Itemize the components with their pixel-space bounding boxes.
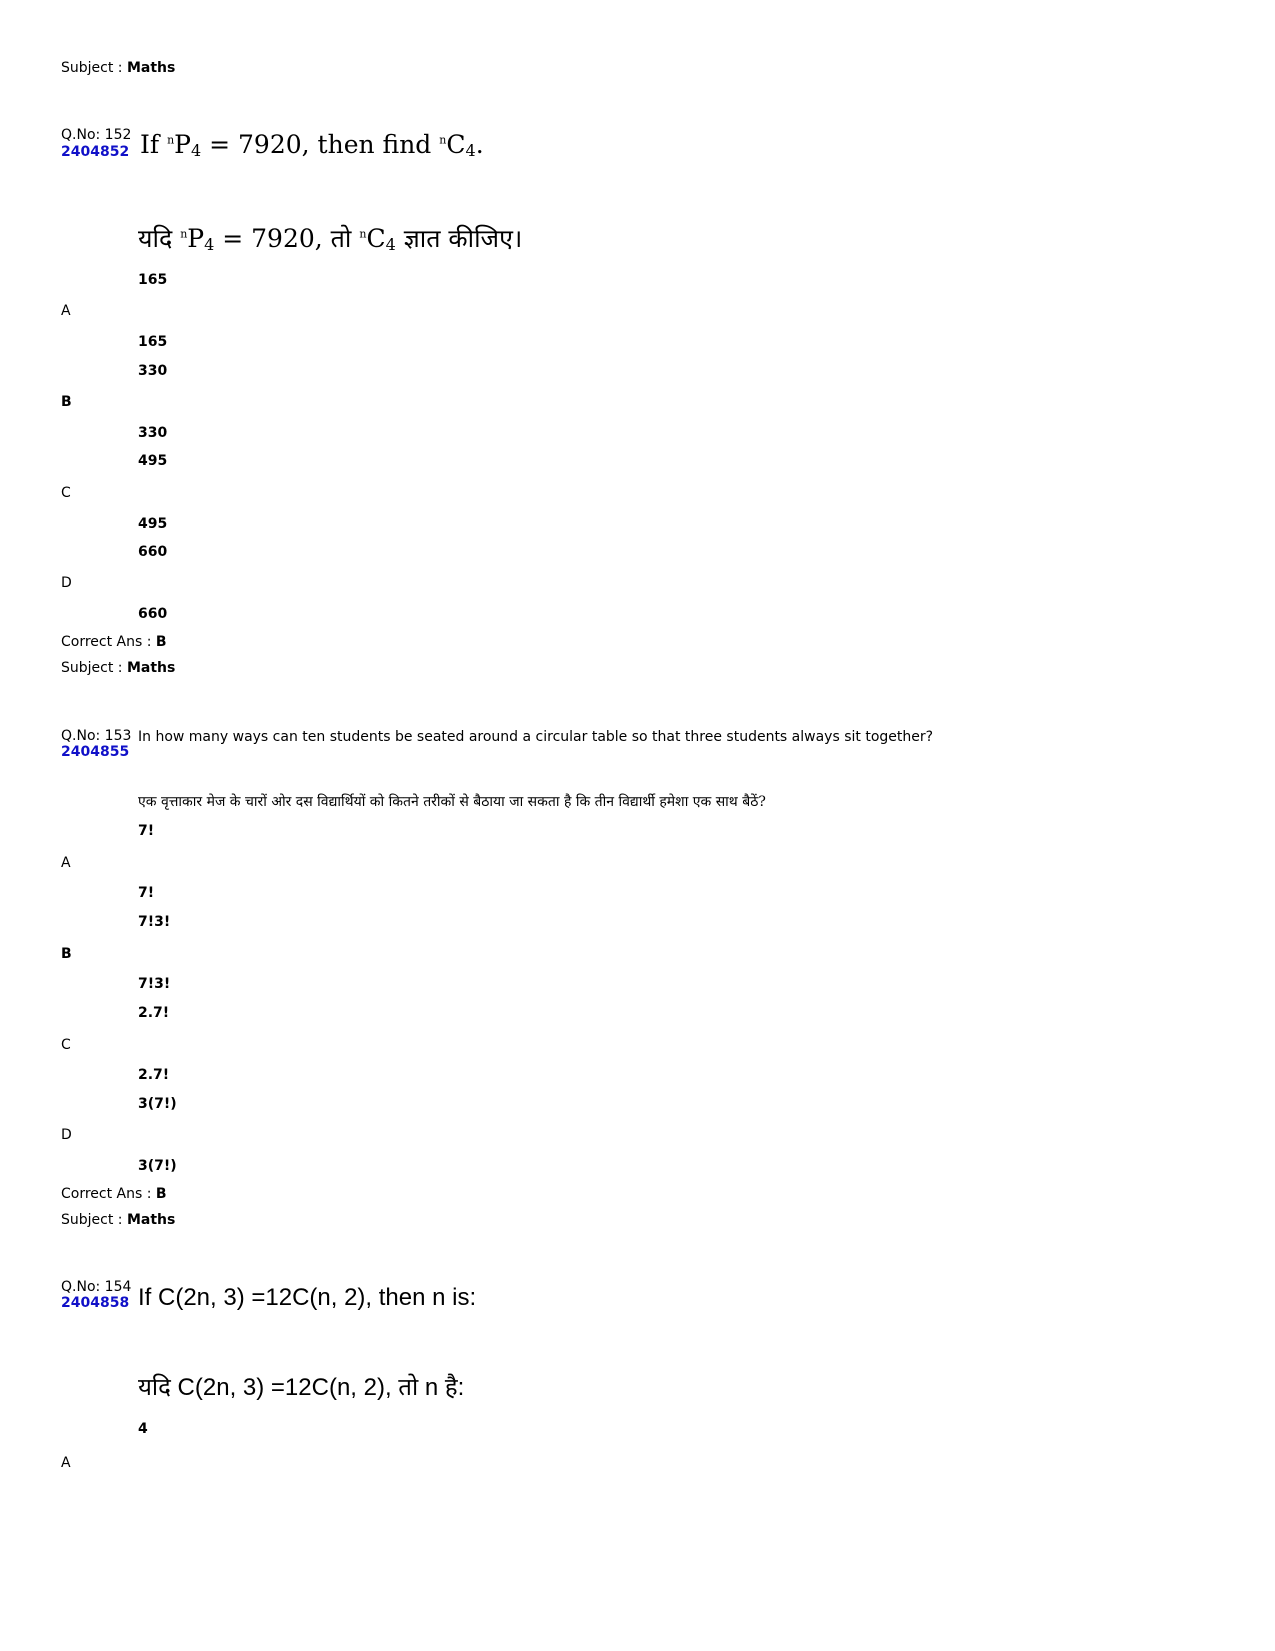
correct-answer-value: B [155, 634, 167, 650]
correct-answer: Correct Ans : B [61, 1186, 167, 1202]
option-label: B [61, 394, 72, 410]
option-text-hi: 7! [138, 885, 155, 901]
option-text-en: 7!3! [138, 914, 171, 930]
option-text-hi: 330 [138, 425, 168, 441]
option-label: B [61, 946, 72, 962]
subject-line: Subject : Maths [61, 660, 176, 676]
question-text-en: If C(2n, 3) =12C(n, 2), then n is: [138, 1284, 477, 1311]
option-label: A [61, 1455, 71, 1471]
correct-answer-value: B [155, 1186, 167, 1202]
option-label: A [61, 855, 71, 871]
subject-line: Subject : Maths [61, 1212, 176, 1228]
option-text-en: 495 [138, 453, 168, 469]
question-number: Q.No: 154 [61, 1279, 132, 1295]
option-label: C [61, 1037, 71, 1053]
option-text-en: 165 [138, 272, 168, 288]
option-text-en: 4 [138, 1421, 148, 1437]
question-text-hi: यदि C(2n, 3) =12C(n, 2), तो n है: [138, 1374, 465, 1401]
option-text-hi: 165 [138, 334, 168, 350]
question-id: 2404858 [61, 1295, 130, 1311]
option-text-hi: 7!3! [138, 976, 171, 992]
question-id: 2404852 [61, 144, 130, 160]
question-number: Q.No: 153 [61, 728, 132, 744]
option-text-en: 3(7!) [138, 1096, 177, 1112]
question-text-en: In how many ways can ten students be seated around a circular table so that three students always sit together? [138, 729, 934, 745]
option-label: D [61, 1127, 72, 1143]
correct-answer: Correct Ans : B [61, 634, 167, 650]
question-number: Q.No: 152 [61, 127, 132, 143]
option-label: D [61, 575, 72, 591]
question-id: 2404855 [61, 744, 130, 760]
question-text-hi: एक वृत्ताकार मेज के चारों ओर दस विद्यार्थियों को कितने तरीकों से बैठाया जा सकता है कि तीन विद्यार्थी हमेशा एक साथ बैठें? [138, 794, 766, 810]
option-text-hi: 2.7! [138, 1067, 170, 1083]
option-text-en: 2.7! [138, 1005, 170, 1021]
option-text-hi: 3(7!) [138, 1158, 177, 1174]
subject-value: Maths [126, 60, 176, 76]
option-text-en: 660 [138, 544, 168, 560]
option-label: A [61, 303, 71, 319]
subject-line: Subject : Maths [61, 60, 176, 76]
question-text-en: If $^nP_4 = 7920$, then find $^nC_4$. [140, 130, 484, 160]
option-text-hi: 495 [138, 516, 168, 532]
option-label: C [61, 485, 71, 501]
option-text-hi: 660 [138, 606, 168, 622]
subject-value: Maths [126, 1212, 176, 1228]
option-text-en: 7! [138, 823, 155, 839]
subject-value: Maths [126, 660, 176, 676]
question-text-hi: यदि $^nP_4 = 7920$, तो $^nC_4$ ज्ञात कीजिए। [138, 224, 523, 254]
option-text-en: 330 [138, 363, 168, 379]
